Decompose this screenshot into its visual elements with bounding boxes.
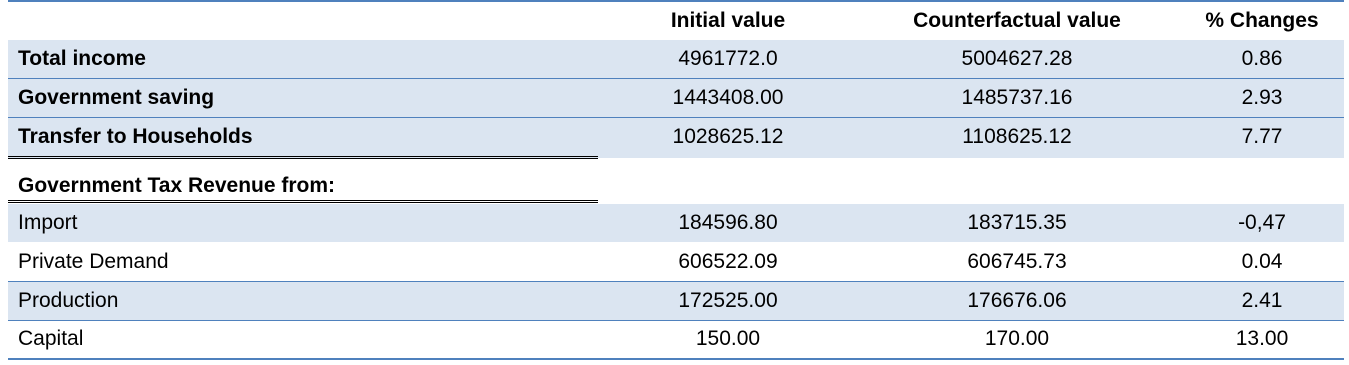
initial-value-cell: 1028625.12 <box>672 125 784 148</box>
table-row <box>8 320 1344 358</box>
table-row <box>8 118 1344 158</box>
change-cell: 2.41 <box>1241 289 1283 312</box>
table-row <box>8 282 1344 320</box>
table-row <box>8 243 1344 281</box>
row-label: Import <box>18 211 78 234</box>
counterfactual-value-cell: 1108625.12 <box>962 125 1072 148</box>
counterfactual-value-cell: 606745.73 <box>967 250 1067 273</box>
change-cell: 7.77 <box>1241 125 1283 148</box>
row-label: Transfer to Households <box>18 125 253 148</box>
table-row <box>8 79 1344 117</box>
header-initial-value: Initial value <box>670 9 786 32</box>
initial-value-cell: 606522.09 <box>678 250 778 273</box>
change-cell: -0,47 <box>1238 211 1286 234</box>
initial-value-cell: 172525.00 <box>678 289 778 312</box>
initial-value-cell: 184596.80 <box>678 211 778 234</box>
change-cell: 0.86 <box>1241 47 1283 70</box>
row-label: Production <box>18 289 119 312</box>
double-rule <box>8 156 598 159</box>
table-row <box>8 40 1344 78</box>
change-cell: 13.00 <box>1235 327 1289 350</box>
section-title: Government Tax Revenue from: <box>18 174 336 197</box>
initial-value-cell: 4961772.0 <box>678 47 778 70</box>
counterfactual-value-cell: 5004627.28 <box>961 47 1073 70</box>
double-rule <box>8 200 598 203</box>
counterfactual-value-cell: 176676.06 <box>967 289 1067 312</box>
change-cell: 0.04 <box>1241 250 1283 273</box>
row-label: Government saving <box>18 86 215 109</box>
table-row <box>8 204 1344 242</box>
initial-value-cell: 1443408.00 <box>672 86 784 109</box>
counterfactual-value-cell: 1485737.16 <box>961 86 1073 109</box>
header-percent-changes: % Changes <box>1205 9 1319 32</box>
header-row <box>8 2 1344 40</box>
change-cell: 2.93 <box>1241 86 1283 109</box>
counterfactual-value-cell: 183715.35 <box>967 211 1067 234</box>
header-counterfactual-value: Counterfactual value <box>913 9 1121 32</box>
row-label: Capital <box>18 327 84 350</box>
bottom-rule <box>8 358 1344 360</box>
initial-value-cell: 150.00 <box>695 327 761 350</box>
counterfactual-value-cell: 170.00 <box>984 327 1050 350</box>
row-label: Private Demand <box>18 250 169 273</box>
row-label: Total income <box>18 47 146 70</box>
